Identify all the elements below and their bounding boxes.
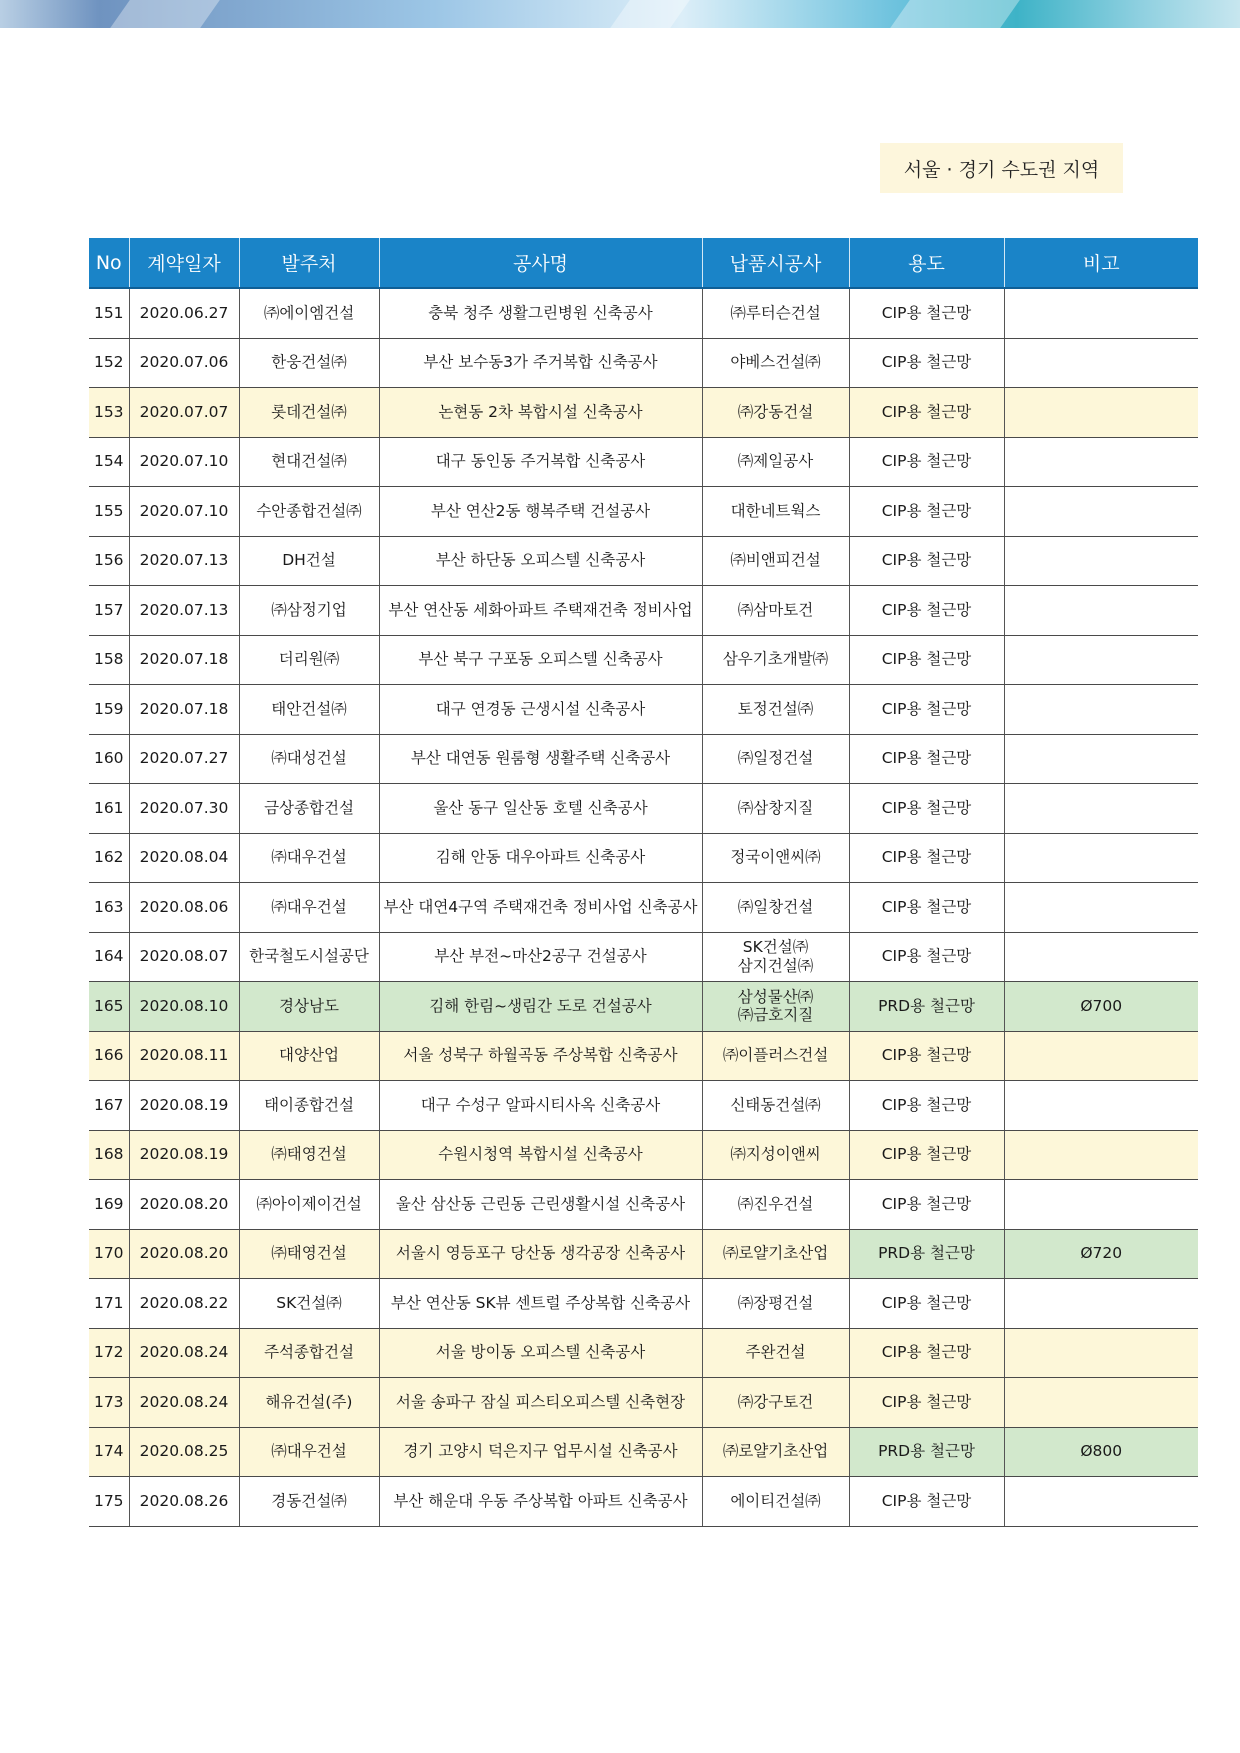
table-row [89, 932, 1198, 982]
cell-note [1004, 734, 1198, 784]
cell-client: 수안종합건설㈜ [239, 487, 379, 537]
cell-supplier [702, 1279, 849, 1329]
cell-use: CIP용 철근망 [849, 883, 1004, 933]
cell-no: 154 [89, 437, 129, 487]
cell-project-name: 논현동 2차 복합시설 신축공사 [379, 388, 702, 438]
supplier-name: SK건설㈜ [742, 938, 809, 957]
cell-client: ㈜대우건설 [239, 1427, 379, 1477]
cell-note: Ø720 [1004, 1229, 1198, 1279]
cell-use: CIP용 철근망 [849, 1477, 1004, 1527]
supplier-name: ㈜삼마토건 [737, 600, 814, 619]
cell-note [1004, 1328, 1198, 1378]
cell-no: 174 [89, 1427, 129, 1477]
cell-project-name: 서울 송파구 잠실 피스티오피스텔 신축현장 [379, 1378, 702, 1428]
cell-client: 태이종합건설 [239, 1081, 379, 1131]
cell-use: CIP용 철근망 [849, 288, 1004, 338]
cell-no: 175 [89, 1477, 129, 1527]
cell-note [1004, 586, 1198, 636]
supplier-name: 야베스건설㈜ [730, 353, 821, 372]
supplier-name: ㈜진우건설 [737, 1194, 814, 1213]
table-header-row [89, 238, 1198, 288]
supplier-name: ㈜지성이앤씨 [730, 1145, 821, 1164]
cell-note: Ø700 [1004, 982, 1198, 1032]
cell-use: CIP용 철근망 [849, 685, 1004, 735]
cell-use: CIP용 철근망 [849, 1031, 1004, 1081]
cell-project-name: 대구 동인동 주거복합 신축공사 [379, 437, 702, 487]
cell-supplier [702, 1031, 849, 1081]
cell-client: 현대건설㈜ [239, 437, 379, 487]
cell-supplier [702, 734, 849, 784]
cell-no: 169 [89, 1180, 129, 1230]
cell-project-name: 경기 고양시 덕은지구 업무시설 신축공사 [379, 1427, 702, 1477]
cell-supplier [702, 1328, 849, 1378]
cell-no: 168 [89, 1130, 129, 1180]
table-row [89, 1229, 1198, 1279]
cell-note [1004, 1130, 1198, 1180]
cell-client: ㈜대우건설 [239, 833, 379, 883]
cell-use: CIP용 철근망 [849, 1081, 1004, 1131]
cell-use: CIP용 철근망 [849, 833, 1004, 883]
cell-no: 173 [89, 1378, 129, 1428]
cell-client: 금상종합건설 [239, 784, 379, 834]
cell-project-name: 울산 동구 일산동 호텔 신축공사 [379, 784, 702, 834]
supplier-name: ㈜로얄기초산업 [722, 1244, 829, 1263]
cell-client: 한웅건설㈜ [239, 338, 379, 388]
cell-supplier [702, 487, 849, 537]
cell-note [1004, 388, 1198, 438]
cell-contract-date: 2020.08.25 [129, 1427, 239, 1477]
table-row [89, 734, 1198, 784]
cell-note [1004, 536, 1198, 586]
cell-note [1004, 685, 1198, 735]
table-row [89, 1378, 1198, 1428]
cell-no: 163 [89, 883, 129, 933]
table-row [89, 635, 1198, 685]
cell-note [1004, 1180, 1198, 1230]
supplier-name: ㈜제일공사 [737, 452, 814, 471]
cell-use: CIP용 철근망 [849, 1130, 1004, 1180]
cell-supplier [702, 288, 849, 338]
cell-contract-date: 2020.06.27 [129, 288, 239, 338]
table-row [89, 1477, 1198, 1527]
cell-project-name: 충북 청주 생활그린병원 신축공사 [379, 288, 702, 338]
cell-use: CIP용 철근망 [849, 437, 1004, 487]
table-row [89, 982, 1198, 1032]
supplier-name: ㈜비앤피건설 [730, 551, 821, 570]
cell-client: ㈜에이엠건설 [239, 288, 379, 338]
table-row [89, 784, 1198, 834]
cell-supplier [702, 932, 849, 982]
table-row [89, 685, 1198, 735]
cell-use: PRD용 철근망 [849, 1229, 1004, 1279]
cell-no: 164 [89, 932, 129, 982]
cell-client: ㈜대성건설 [239, 734, 379, 784]
header-client: 발주처 [239, 238, 379, 288]
header-no: No [89, 238, 129, 288]
cell-use: PRD용 철근망 [849, 1427, 1004, 1477]
cell-supplier [702, 1180, 849, 1230]
cell-note [1004, 1477, 1198, 1527]
cell-client: 태안건설㈜ [239, 685, 379, 735]
cell-client: 주석종합건설 [239, 1328, 379, 1378]
cell-note [1004, 338, 1198, 388]
cell-client: 경상남도 [239, 982, 379, 1032]
cell-client: 대양산업 [239, 1031, 379, 1081]
cell-use: CIP용 철근망 [849, 388, 1004, 438]
cell-contract-date: 2020.08.24 [129, 1378, 239, 1428]
supplier-name: 삼우기초개발㈜ [722, 650, 829, 669]
cell-supplier [702, 1130, 849, 1180]
cell-project-name: 서울 방이동 오피스텔 신축공사 [379, 1328, 702, 1378]
cell-contract-date: 2020.07.18 [129, 685, 239, 735]
cell-no: 159 [89, 685, 129, 735]
cell-supplier [702, 1477, 849, 1527]
cell-contract-date: 2020.08.06 [129, 883, 239, 933]
contract-records-table [89, 238, 1198, 1527]
cell-contract-date: 2020.07.30 [129, 784, 239, 834]
cell-project-name: 김해 안동 대우아파트 신축공사 [379, 833, 702, 883]
cell-supplier [702, 437, 849, 487]
top-decorative-band [0, 0, 1240, 28]
supplier-name: ㈜루터슨건설 [730, 303, 821, 322]
cell-no: 166 [89, 1031, 129, 1081]
table-row [89, 1328, 1198, 1378]
cell-use: CIP용 철근망 [849, 586, 1004, 636]
cell-contract-date: 2020.08.20 [129, 1229, 239, 1279]
cell-no: 161 [89, 784, 129, 834]
supplier-name: ㈜일창건설 [737, 897, 814, 916]
cell-client: 더리원㈜ [239, 635, 379, 685]
cell-no: 171 [89, 1279, 129, 1329]
supplier-name: 에이티건설㈜ [730, 1491, 821, 1510]
cell-note [1004, 784, 1198, 834]
band-shard [890, 0, 1020, 28]
cell-use: CIP용 철근망 [849, 635, 1004, 685]
cell-client: ㈜삼정기업 [239, 586, 379, 636]
cell-no: 151 [89, 288, 129, 338]
table-row [89, 1031, 1198, 1081]
supplier-name: 정국이앤씨㈜ [730, 848, 821, 867]
cell-no: 167 [89, 1081, 129, 1131]
cell-client: ㈜태영건설 [239, 1229, 379, 1279]
cell-no: 172 [89, 1328, 129, 1378]
cell-project-name: 부산 연산동 SK뷰 센트럴 주상복합 신축공사 [379, 1279, 702, 1329]
supplier-name: 신태동건설㈜ [730, 1095, 821, 1114]
cell-project-name: 부산 북구 구포동 오피스텔 신축공사 [379, 635, 702, 685]
header-note: 비고 [1004, 238, 1198, 288]
table-row [89, 437, 1198, 487]
cell-client: 롯데건설㈜ [239, 388, 379, 438]
cell-contract-date: 2020.08.24 [129, 1328, 239, 1378]
cell-contract-date: 2020.08.04 [129, 833, 239, 883]
cell-supplier [702, 883, 849, 933]
supplier-name: ㈜이플러스건설 [722, 1046, 829, 1065]
cell-contract-date: 2020.07.10 [129, 487, 239, 537]
cell-project-name: 서울 성북구 하월곡동 주상복합 신축공사 [379, 1031, 702, 1081]
cell-supplier [702, 388, 849, 438]
cell-contract-date: 2020.08.11 [129, 1031, 239, 1081]
cell-contract-date: 2020.07.13 [129, 536, 239, 586]
cell-contract-date: 2020.08.10 [129, 982, 239, 1032]
cell-project-name: 부산 대연4구역 주택재건축 정비사업 신축공사 [379, 883, 702, 933]
cell-contract-date: 2020.07.10 [129, 437, 239, 487]
cell-project-name: 김해 한림~생림간 도로 건설공사 [379, 982, 702, 1032]
table-row [89, 586, 1198, 636]
cell-use: CIP용 철근망 [849, 1378, 1004, 1428]
cell-supplier [702, 1378, 849, 1428]
cell-client: ㈜태영건설 [239, 1130, 379, 1180]
cell-use: CIP용 철근망 [849, 1328, 1004, 1378]
table-row [89, 388, 1198, 438]
table-row [89, 338, 1198, 388]
supplier-name: ㈜강구토건 [737, 1392, 814, 1411]
cell-supplier [702, 586, 849, 636]
cell-project-name: 부산 하단동 오피스텔 신축공사 [379, 536, 702, 586]
supplier-name: 토정건설㈜ [737, 699, 814, 718]
cell-project-name: 울산 삼산동 근린동 근린생활시설 신축공사 [379, 1180, 702, 1230]
cell-supplier [702, 1229, 849, 1279]
table-row [89, 833, 1198, 883]
cell-note [1004, 833, 1198, 883]
cell-supplier [702, 784, 849, 834]
cell-note [1004, 932, 1198, 982]
cell-note [1004, 635, 1198, 685]
cell-use: CIP용 철근망 [849, 1279, 1004, 1329]
cell-project-name: 부산 해운대 우동 주상복합 아파트 신축공사 [379, 1477, 702, 1527]
supplier-name: ㈜장평건설 [737, 1293, 814, 1312]
cell-use: CIP용 철근망 [849, 487, 1004, 537]
cell-supplier [702, 1427, 849, 1477]
cell-client: 해유건설(주) [239, 1378, 379, 1428]
cell-use: PRD용 철근망 [849, 982, 1004, 1032]
band-shard [110, 0, 220, 28]
cell-client: ㈜아이제이건설 [239, 1180, 379, 1230]
cell-no: 156 [89, 536, 129, 586]
cell-no: 158 [89, 635, 129, 685]
table-row [89, 1081, 1198, 1131]
cell-no: 162 [89, 833, 129, 883]
header-contract-date: 계약일자 [129, 238, 239, 288]
cell-no: 153 [89, 388, 129, 438]
cell-contract-date: 2020.07.27 [129, 734, 239, 784]
table-row [89, 1180, 1198, 1230]
cell-contract-date: 2020.08.20 [129, 1180, 239, 1230]
cell-project-name: 대구 수성구 알파시티사옥 신축공사 [379, 1081, 702, 1131]
cell-note [1004, 883, 1198, 933]
cell-project-name: 대구 연경동 근생시설 신축공사 [379, 685, 702, 735]
cell-client: ㈜대우건설 [239, 883, 379, 933]
cell-no: 170 [89, 1229, 129, 1279]
cell-contract-date: 2020.07.18 [129, 635, 239, 685]
supplier-name: ㈜일정건설 [737, 749, 814, 768]
cell-supplier [702, 685, 849, 735]
cell-supplier [702, 338, 849, 388]
cell-note [1004, 1378, 1198, 1428]
cell-client: 한국철도시설공단 [239, 932, 379, 982]
table-row [89, 536, 1198, 586]
cell-project-name: 부산 보수동3가 주거복합 신축공사 [379, 338, 702, 388]
header-project-name: 공사명 [379, 238, 702, 288]
supplier-name: ㈜금호지질 [737, 1006, 814, 1025]
supplier-name: 주완건설 [745, 1343, 806, 1362]
cell-note [1004, 1081, 1198, 1131]
cell-use: CIP용 철근망 [849, 536, 1004, 586]
cell-contract-date: 2020.08.26 [129, 1477, 239, 1527]
region-label: 서울 · 경기 수도권 지역 [880, 143, 1123, 193]
cell-project-name: 부산 대연동 원룸형 생활주택 신축공사 [379, 734, 702, 784]
cell-no: 165 [89, 982, 129, 1032]
cell-project-name: 부산 연산2동 행복주택 건설공사 [379, 487, 702, 537]
cell-contract-date: 2020.07.13 [129, 586, 239, 636]
table-body [89, 288, 1198, 1526]
cell-contract-date: 2020.08.07 [129, 932, 239, 982]
table-row [89, 1279, 1198, 1329]
cell-contract-date: 2020.07.06 [129, 338, 239, 388]
header-use: 용도 [849, 238, 1004, 288]
cell-note [1004, 437, 1198, 487]
cell-use: CIP용 철근망 [849, 734, 1004, 784]
supplier-name: ㈜삼창지질 [737, 798, 814, 817]
cell-contract-date: 2020.08.19 [129, 1081, 239, 1131]
cell-client: SK건설㈜ [239, 1279, 379, 1329]
cell-supplier [702, 833, 849, 883]
supplier-name: 삼성물산㈜ [737, 987, 814, 1006]
cell-use: CIP용 철근망 [849, 784, 1004, 834]
cell-client: DH건설 [239, 536, 379, 586]
supplier-name: 삼지건설㈜ [737, 956, 814, 975]
supplier-name: ㈜로얄기초산업 [722, 1442, 829, 1461]
cell-note [1004, 1031, 1198, 1081]
cell-no: 155 [89, 487, 129, 537]
cell-note: Ø800 [1004, 1427, 1198, 1477]
cell-project-name: 서울시 영등포구 당산동 생각공장 신축공사 [379, 1229, 702, 1279]
cell-note [1004, 1279, 1198, 1329]
cell-use: CIP용 철근망 [849, 1180, 1004, 1230]
table-row [89, 883, 1198, 933]
cell-use: CIP용 철근망 [849, 932, 1004, 982]
table-row [89, 1427, 1198, 1477]
cell-project-name: 수원시청역 복합시설 신축공사 [379, 1130, 702, 1180]
cell-no: 152 [89, 338, 129, 388]
table-row [89, 288, 1198, 338]
supplier-name: ㈜강동건설 [737, 402, 814, 421]
cell-supplier [702, 635, 849, 685]
cell-contract-date: 2020.08.19 [129, 1130, 239, 1180]
cell-supplier [702, 536, 849, 586]
cell-supplier [702, 1081, 849, 1131]
cell-supplier [702, 982, 849, 1032]
supplier-name: 대한네트웍스 [730, 501, 821, 520]
band-shard [610, 0, 690, 28]
cell-use: CIP용 철근망 [849, 338, 1004, 388]
cell-project-name: 부산 부전~마산2공구 건설공사 [379, 932, 702, 982]
cell-note [1004, 487, 1198, 537]
cell-no: 157 [89, 586, 129, 636]
header-supplier: 납품시공사 [702, 238, 849, 288]
cell-contract-date: 2020.07.07 [129, 388, 239, 438]
cell-note [1004, 288, 1198, 338]
table-row [89, 487, 1198, 537]
cell-project-name: 부산 연산동 세화아파트 주택재건축 정비사업 [379, 586, 702, 636]
cell-contract-date: 2020.08.22 [129, 1279, 239, 1329]
table-row [89, 1130, 1198, 1180]
cell-client: 경동건설㈜ [239, 1477, 379, 1527]
cell-no: 160 [89, 734, 129, 784]
